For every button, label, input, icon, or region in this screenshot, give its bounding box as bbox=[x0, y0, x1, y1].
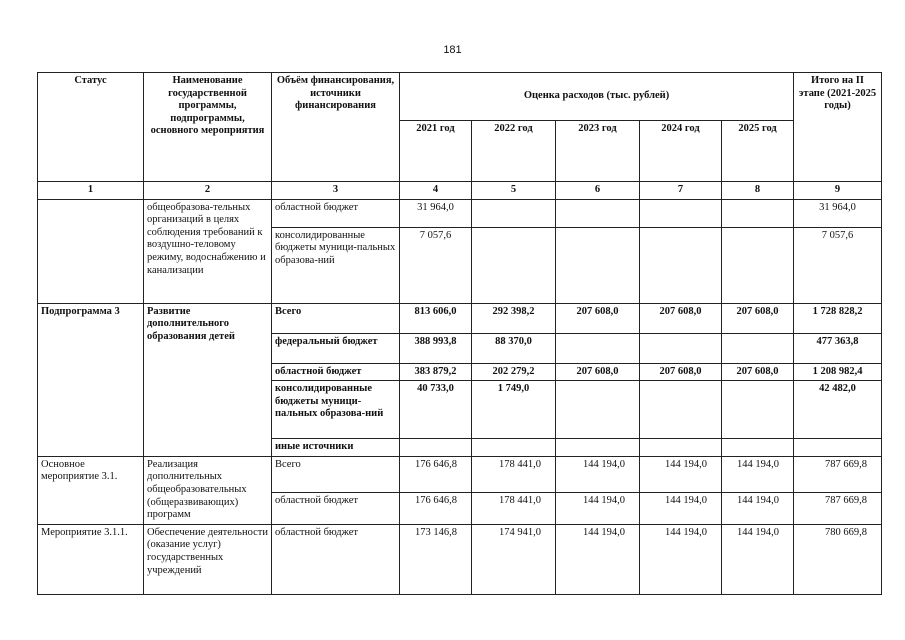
value-cell: 40 733,0 bbox=[400, 381, 472, 439]
status-cell: Мероприятие 3.1.1. bbox=[38, 524, 144, 594]
value-cell: 144 194,0 bbox=[722, 524, 794, 594]
source-cell: областной бюджет bbox=[272, 363, 400, 381]
value-cell: 173 146,8 bbox=[400, 524, 472, 594]
table-body bbox=[38, 199, 882, 594]
value-cell bbox=[556, 199, 640, 227]
status-cell bbox=[38, 199, 144, 303]
funding-table bbox=[37, 72, 882, 595]
value-cell bbox=[640, 381, 722, 439]
value-cell: 388 993,8 bbox=[400, 333, 472, 363]
value-cell: 207 608,0 bbox=[640, 363, 722, 381]
column-number: 6 bbox=[556, 182, 640, 200]
name-cell: общеобразова-тельных организаций в целях соблюдения требований к воздушно-теловому режиму, водоснабжению и канализации bbox=[144, 199, 272, 303]
source-cell: Всего bbox=[272, 303, 400, 333]
header-estimate: Оценка расходов (тыс. рублей) bbox=[400, 73, 794, 121]
value-cell bbox=[640, 439, 722, 457]
value-cell bbox=[722, 439, 794, 457]
value-cell bbox=[472, 227, 556, 303]
value-cell: 31 964,0 bbox=[400, 199, 472, 227]
value-cell bbox=[556, 227, 640, 303]
header-status: Статус bbox=[38, 73, 144, 182]
value-cell bbox=[400, 439, 472, 457]
header-total: Итого на II этапе (2021-2025 годы) bbox=[794, 73, 882, 182]
header-year: 2025 год bbox=[722, 121, 794, 182]
header-year: 2024 год bbox=[640, 121, 722, 182]
value-cell bbox=[722, 333, 794, 363]
value-cell bbox=[640, 199, 722, 227]
name-cell: Развитие дополнительного образования детей bbox=[144, 303, 272, 456]
value-cell: 144 194,0 bbox=[640, 456, 722, 493]
total-cell: 42 482,0 bbox=[794, 381, 882, 439]
value-cell: 813 606,0 bbox=[400, 303, 472, 333]
status-cell: Основное мероприятие 3.1. bbox=[38, 456, 144, 524]
total-cell: 31 964,0 bbox=[794, 199, 882, 227]
header-year: 2023 год bbox=[556, 121, 640, 182]
value-cell: 144 194,0 bbox=[640, 493, 722, 524]
source-cell: иные источники bbox=[272, 439, 400, 457]
table-row bbox=[38, 524, 882, 594]
total-cell: 477 363,8 bbox=[794, 333, 882, 363]
column-number: 4 bbox=[400, 182, 472, 200]
name-cell: Реализация дополнительных общеобразовательных (общеразвивающих) программ bbox=[144, 456, 272, 524]
value-cell: 202 279,2 bbox=[472, 363, 556, 381]
total-cell: 787 669,8 bbox=[794, 456, 882, 493]
value-cell: 176 646,8 bbox=[400, 456, 472, 493]
value-cell bbox=[640, 333, 722, 363]
source-cell: федеральный бюджет bbox=[272, 333, 400, 363]
total-cell: 780 669,8 bbox=[794, 524, 882, 594]
column-number: 1 bbox=[38, 182, 144, 200]
value-cell: 1 749,0 bbox=[472, 381, 556, 439]
source-cell: областной бюджет bbox=[272, 524, 400, 594]
value-cell: 144 194,0 bbox=[722, 456, 794, 493]
status-cell: Подпрограмма 3 bbox=[38, 303, 144, 456]
source-cell: консолидированные бюджеты муници-пальных образова-ний bbox=[272, 381, 400, 439]
value-cell: 88 370,0 bbox=[472, 333, 556, 363]
value-cell: 174 941,0 bbox=[472, 524, 556, 594]
value-cell bbox=[472, 199, 556, 227]
value-cell: 7 057,6 bbox=[400, 227, 472, 303]
column-number: 5 bbox=[472, 182, 556, 200]
value-cell: 144 194,0 bbox=[556, 456, 640, 493]
value-cell: 207 608,0 bbox=[556, 303, 640, 333]
column-number: 2 bbox=[144, 182, 272, 200]
table-row bbox=[38, 456, 882, 493]
value-cell: 144 194,0 bbox=[556, 493, 640, 524]
header-year: 2021 год bbox=[400, 121, 472, 182]
value-cell: 176 646,8 bbox=[400, 493, 472, 524]
value-cell bbox=[556, 439, 640, 457]
value-cell bbox=[722, 227, 794, 303]
value-cell bbox=[556, 333, 640, 363]
value-cell: 144 194,0 bbox=[556, 524, 640, 594]
value-cell: 207 608,0 bbox=[722, 303, 794, 333]
page-number: 181 bbox=[443, 44, 462, 56]
value-cell: 383 879,2 bbox=[400, 363, 472, 381]
value-cell: 292 398,2 bbox=[472, 303, 556, 333]
value-cell: 207 608,0 bbox=[640, 303, 722, 333]
value-cell bbox=[722, 381, 794, 439]
total-cell bbox=[794, 439, 882, 457]
column-number: 8 bbox=[722, 182, 794, 200]
value-cell bbox=[472, 439, 556, 457]
value-cell: 178 441,0 bbox=[472, 456, 556, 493]
value-cell bbox=[556, 381, 640, 439]
total-cell: 1 208 982,4 bbox=[794, 363, 882, 381]
column-number: 3 bbox=[272, 182, 400, 200]
total-cell: 787 669,8 bbox=[794, 493, 882, 524]
table-row bbox=[38, 199, 882, 227]
value-cell bbox=[722, 199, 794, 227]
value-cell: 207 608,0 bbox=[722, 363, 794, 381]
table-row bbox=[38, 303, 882, 333]
value-cell: 178 441,0 bbox=[472, 493, 556, 524]
column-number: 9 bbox=[794, 182, 882, 200]
source-cell: областной бюджет bbox=[272, 199, 400, 227]
name-cell: Обеспечение деятельности (оказание услуг) государственных учреждений bbox=[144, 524, 272, 594]
header-name: Наименование государственной программы, подпрограммы, основного мероприятия bbox=[144, 73, 272, 182]
source-cell: областной бюджет bbox=[272, 493, 400, 524]
total-cell: 7 057,6 bbox=[794, 227, 882, 303]
value-cell bbox=[640, 227, 722, 303]
total-cell: 1 728 828,2 bbox=[794, 303, 882, 333]
header-year: 2022 год bbox=[472, 121, 556, 182]
source-cell: консолидированные бюджеты муници-пальных образова-ний bbox=[272, 227, 400, 303]
header-funding: Объём финансирования, источники финансирования bbox=[272, 73, 400, 182]
source-cell: Всего bbox=[272, 456, 400, 493]
value-cell: 144 194,0 bbox=[722, 493, 794, 524]
value-cell: 144 194,0 bbox=[640, 524, 722, 594]
value-cell: 207 608,0 bbox=[556, 363, 640, 381]
column-number: 7 bbox=[640, 182, 722, 200]
